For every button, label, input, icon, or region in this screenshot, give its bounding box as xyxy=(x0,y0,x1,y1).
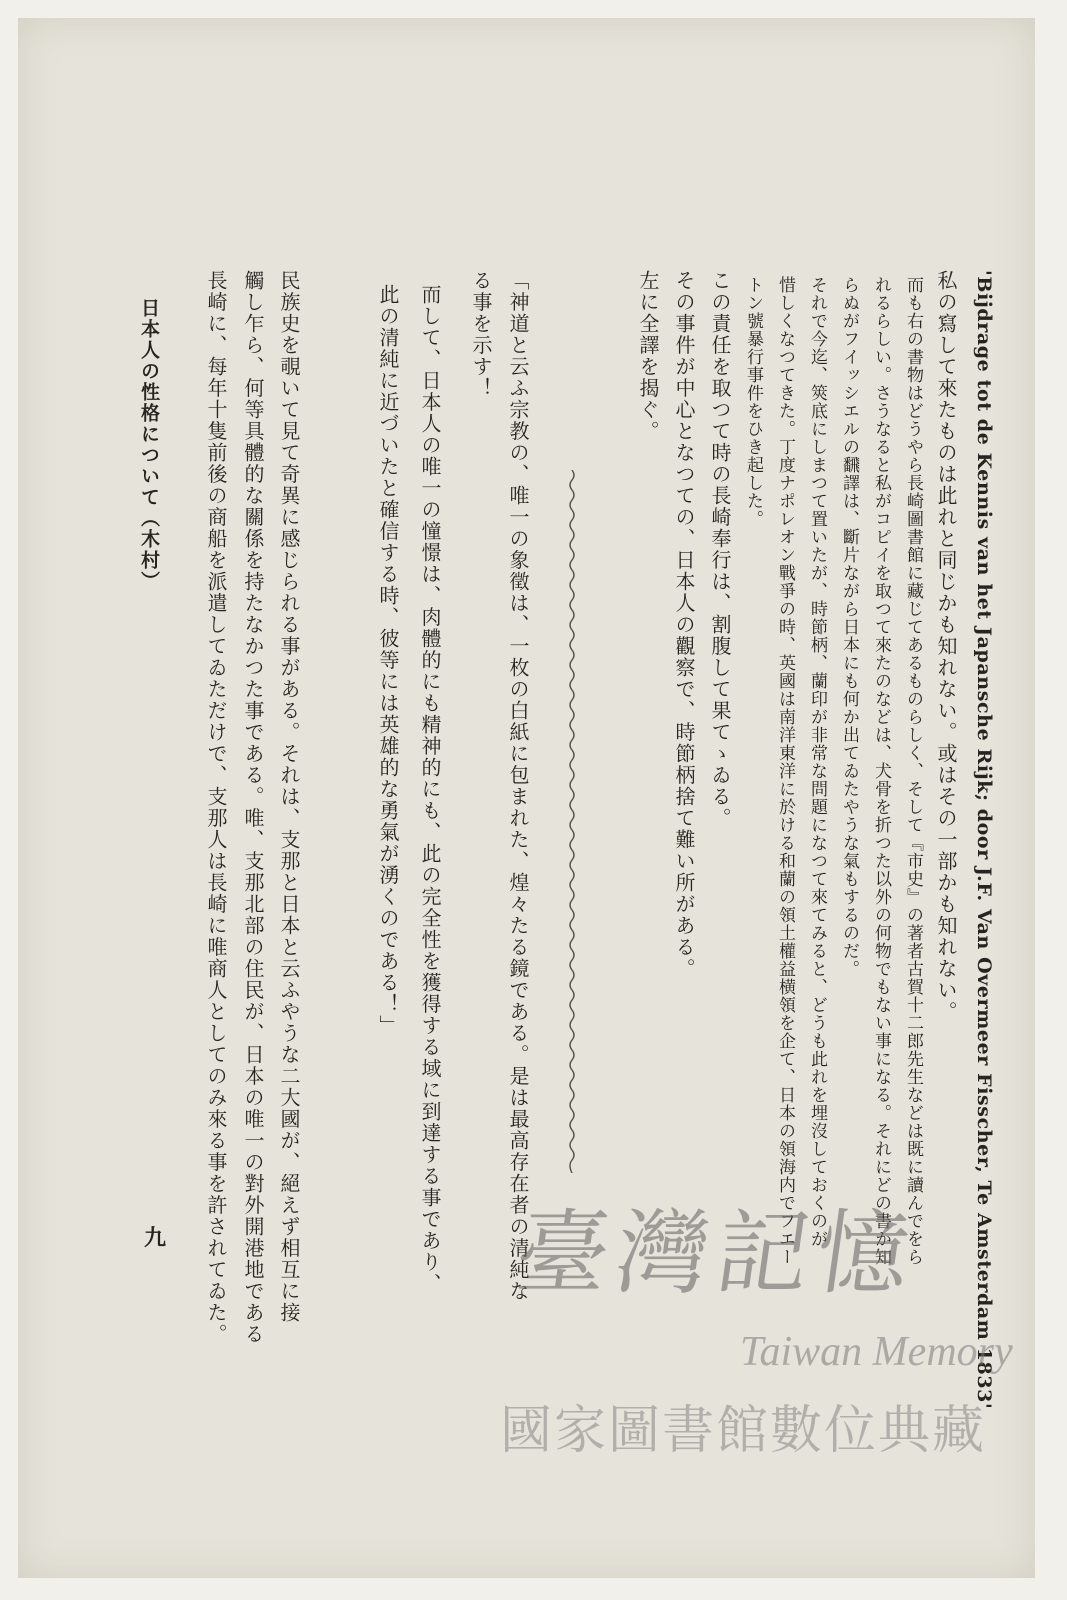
text-column: らぬがフイッシエルの飜譯は、斷片ながら日本にも何か出てゐたやうな氣もするのだ。 xyxy=(839,276,859,978)
wavy-separator-line xyxy=(564,470,580,1173)
text-column: 而して、日本人の唯一の憧憬は、肉體的にも精神的にも、此の完全性を獲得する域に到達する事であり、 xyxy=(418,284,442,1295)
page-number: 九 xyxy=(144,1225,167,1251)
watermark-english: Taiwan Memory xyxy=(740,1329,1013,1375)
text-column: 「神道と云ふ宗教の、唯一の象徵は、一枚の白紙に包まれた、煌々たる鏡である。是は最高存在者の清純な xyxy=(506,270,530,1302)
text-column: る事を示す！ xyxy=(469,270,493,399)
text-column: この責任を取つて時の長崎奉行は、割腹して果てゝゐる。 xyxy=(708,270,732,829)
text-column: 此の清純に近づいたと確信する時、彼等には英雄的な勇氣が湧くのである！」 xyxy=(376,284,400,1037)
text-column: れるらしい。さうなると私がコピイを取つて來たのなどは、犬骨を折つた以外の何物でもない事になる。それにどの書か知 xyxy=(871,276,891,1266)
running-footer-title: 日本人の性格について（木村） xyxy=(138,298,160,592)
text-column: 而も右の書物はどうやら長崎圖書館に藏じてあるものらしく、そして『市史』の著者古賀十二郎先生などは既に讀んでをら xyxy=(903,276,923,1266)
text-column: それで今迄、筴底にしまつて置いたが、時節柄、蘭印が非常な問題になつて來てみると、どうも此れを埋沒しておくのが xyxy=(807,276,827,1248)
text-column: 左に全譯を揭ぐ。 xyxy=(636,270,660,442)
book-page xyxy=(18,18,1035,1578)
text-column: 惜しくなつてきた。丁度ナポレオン戰爭の時、英國は南洋東洋に於ける和蘭の領土權益横領を企て、日本の領海内でフエー xyxy=(775,276,795,1266)
watermark-subtitle: 國家圖書館數位典藏 xyxy=(500,1401,987,1461)
text-column: 觸し乍ら、何等具體的な關係を持たなかつた事である。唯、支那北部の住民が、日本の唯一の對外開港地である xyxy=(241,270,265,1345)
text-column: トン號暴行事件をひき起した。 xyxy=(743,276,763,528)
text-column: 'Bijdrage tot de Kennis van het Japansche Rijk; door J.F. Van Overmeer Fisscher, Te Amsterdam 1833' xyxy=(973,270,995,1410)
text-column: その事件が中心となつての、日本人の觀察で、時節柄捨て難い所がある。 xyxy=(672,270,696,980)
text-column: 長崎に、每年十隻前後の商船を派遣してゐただけで、支那人は長崎に唯商人としてのみ來る事を許されてゐた。 xyxy=(204,270,228,1345)
watermark-logo: 臺灣記憶 xyxy=(509,1200,925,1307)
text-column: 私の寫して來たものは此れと同じかも知れない。或はその一部かも知れない。 xyxy=(934,270,958,1023)
text-column: 民族史を覗いて見て奇異に感じられる事がある。それは、支那と日本と云ふやうな二大國が、絕えず相互に接 xyxy=(277,270,301,1324)
